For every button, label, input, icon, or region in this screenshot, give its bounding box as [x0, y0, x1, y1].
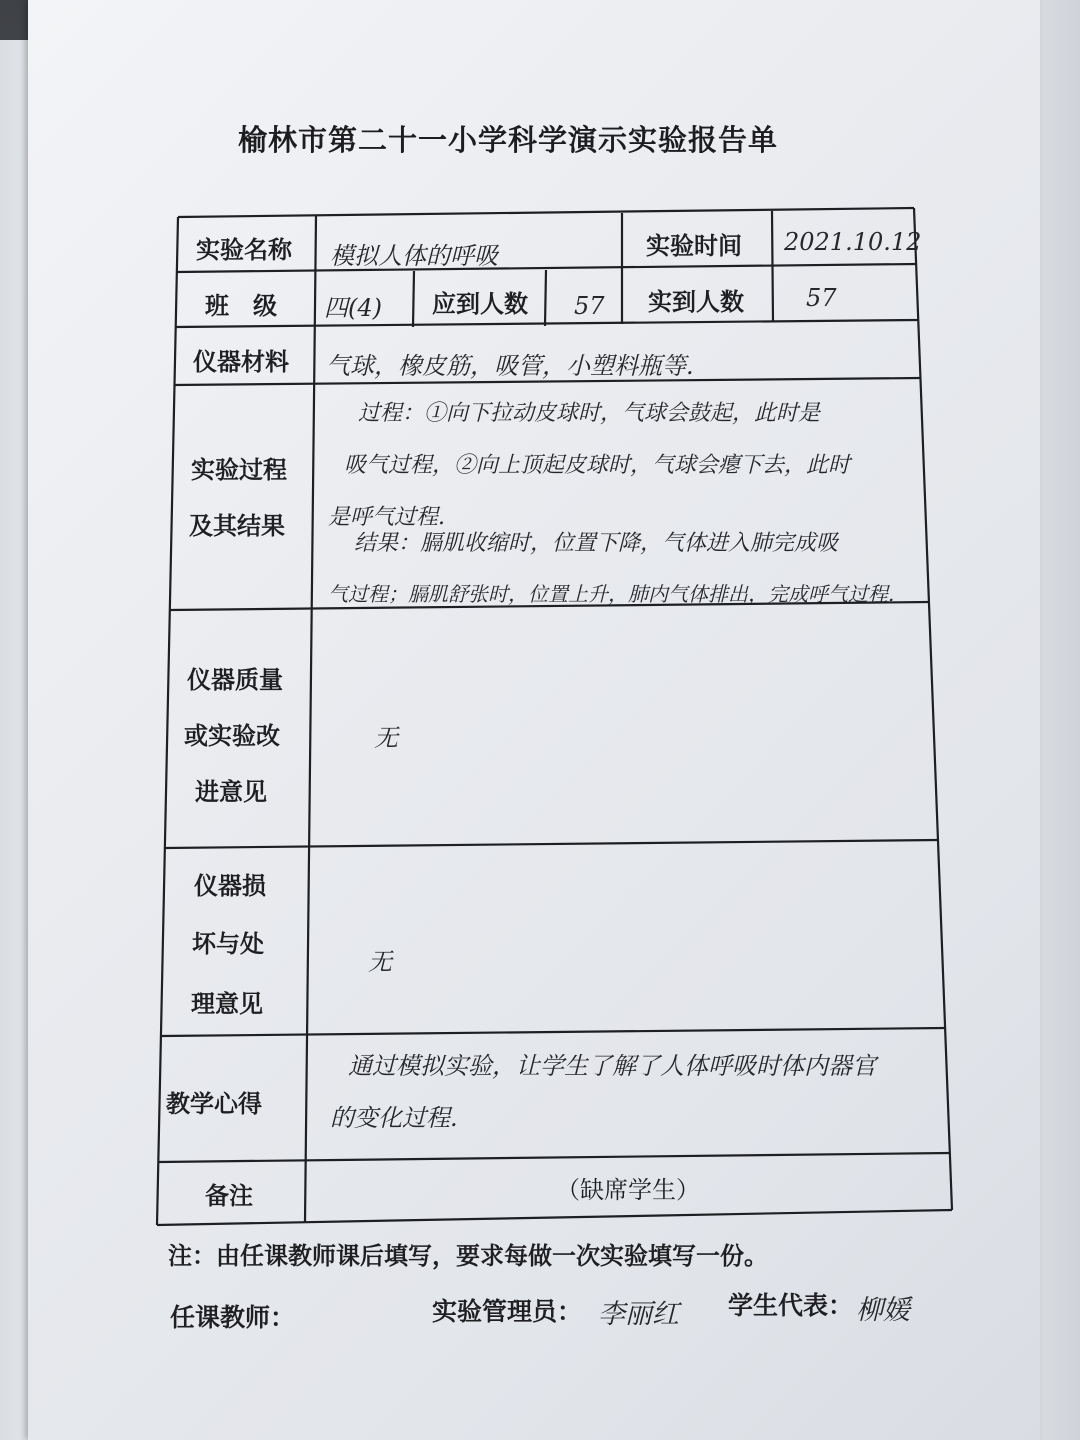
- value-quality[interactable]: 无: [374, 724, 398, 752]
- label-remarks: 备注: [205, 1182, 253, 1210]
- grid-line: [165, 840, 938, 848]
- label-damage-3: 理意见: [191, 990, 263, 1018]
- admin-signature: 李丽红: [598, 1299, 679, 1330]
- reflection-line[interactable]: 的变化过程.: [330, 1104, 458, 1132]
- grid-line: [305, 216, 316, 1222]
- teacher-label: 任课教师：: [170, 1303, 296, 1332]
- label-materials: 仪器材料: [193, 348, 289, 376]
- label-experiment-name: 实验名称: [196, 236, 292, 264]
- process-line[interactable]: 结果：膈肌收缩时，位置下降，气体进入肺完成吸: [354, 531, 839, 556]
- grid-line: [157, 1210, 952, 1225]
- footer-note: 注：由任课教师课后填写，要求每做一次实验填写一份。: [168, 1242, 768, 1270]
- grid-line: [545, 270, 546, 326]
- grid-line: [772, 211, 773, 322]
- label-quality-1: 仪器质量: [187, 666, 283, 694]
- label-quality-2: 或实验改: [184, 722, 280, 750]
- label-reflection: 教学心得: [166, 1090, 262, 1118]
- label-experiment-time: 实验时间: [646, 232, 742, 260]
- value-experiment-name[interactable]: 模拟人体的呼吸: [330, 242, 498, 270]
- grid-line: [413, 271, 414, 327]
- student-signature: 柳媛: [856, 1295, 910, 1326]
- label-damage-1: 仪器损: [194, 872, 266, 900]
- label-class: 班 级: [205, 292, 277, 320]
- process-line[interactable]: 吸气过程，②向上顶起皮球时，气球会瘪下去，此时: [344, 453, 851, 478]
- label-actual-count: 实到人数: [648, 288, 744, 316]
- grid-line: [914, 208, 952, 1210]
- grid-line: [157, 217, 178, 1225]
- value-damage[interactable]: 无: [368, 948, 392, 976]
- grid-line: [159, 1153, 950, 1162]
- value-materials[interactable]: 气球，橡皮筋，吸管，小塑料瓶等.: [326, 352, 694, 380]
- report-title: 榆林市第二十一小学科学演示实验报告单: [238, 123, 779, 157]
- grid-line: [178, 208, 914, 217]
- value-remarks[interactable]: （缺席学生）: [556, 1176, 700, 1204]
- grid-line: [162, 1028, 945, 1036]
- label-expected-count: 应到人数: [432, 290, 528, 318]
- label-process-2: 及其结果: [189, 512, 285, 540]
- value-experiment-time[interactable]: 2021.10.12: [784, 228, 922, 256]
- label-process-1: 实验过程: [191, 456, 287, 484]
- process-line[interactable]: 是呼气过程.: [328, 505, 445, 530]
- admin-label: 实验管理员：: [432, 1297, 583, 1326]
- reflection-line[interactable]: 通过模拟实验，让学生了解了人体呼吸时体内器官: [348, 1052, 876, 1080]
- process-line[interactable]: 过程：①向下拉动皮球时，气球会鼓起，此时是: [358, 401, 821, 426]
- grid-line: [176, 320, 918, 327]
- label-damage-2: 坏与处: [192, 930, 264, 958]
- value-expected-count[interactable]: 57: [574, 292, 605, 320]
- value-actual-count[interactable]: 57: [806, 284, 837, 312]
- process-line[interactable]: 气过程；膈肌舒张时，位置上升，肺内气体排出，完成呼气过程.: [328, 582, 895, 606]
- student-label: 学生代表：: [728, 1291, 854, 1320]
- value-class[interactable]: 四(4): [324, 294, 382, 322]
- label-quality-3: 进意见: [195, 778, 267, 806]
